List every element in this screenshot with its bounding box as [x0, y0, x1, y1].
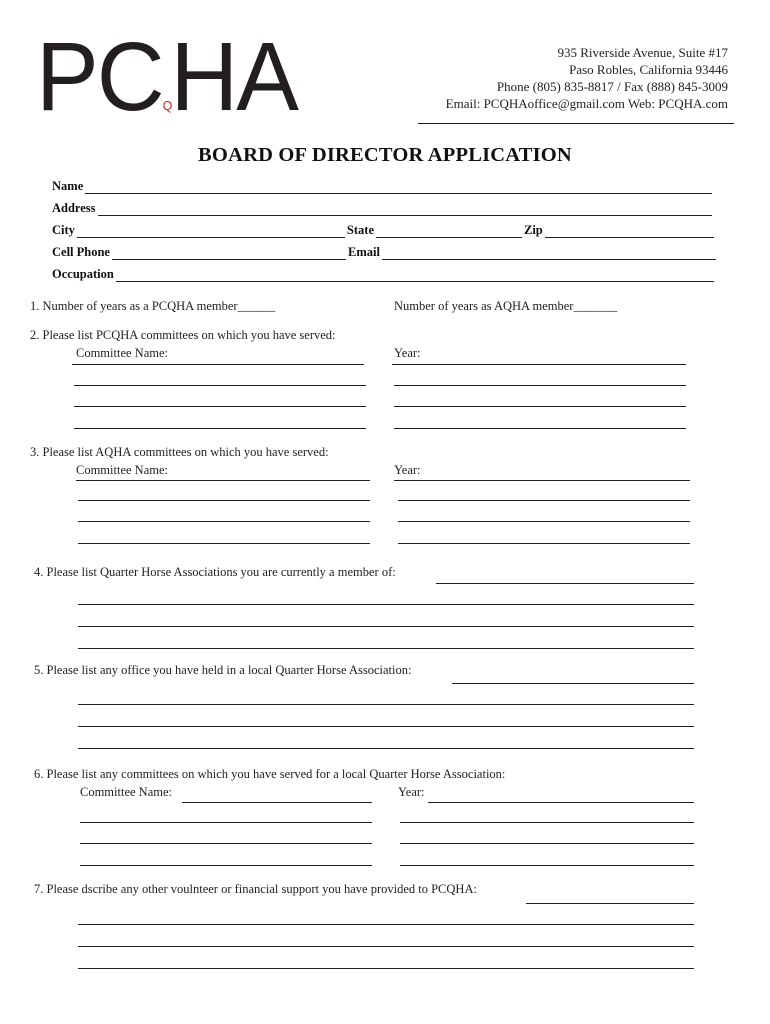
state-field[interactable]: [376, 226, 522, 238]
q2-year-line[interactable]: [394, 385, 686, 386]
header-divider: [418, 123, 734, 124]
q6-committee-name-header: Committee Name:: [80, 785, 172, 799]
logo-suffix: HA: [170, 21, 297, 131]
q4-answer-line[interactable]: [78, 648, 694, 649]
occupation-row: [52, 266, 716, 282]
q7-answer-line[interactable]: [78, 946, 694, 947]
page-title: BOARD OF DIRECTOR APPLICATION: [198, 144, 572, 166]
q2-committee-line[interactable]: [74, 428, 366, 429]
q4-answer-line[interactable]: [78, 626, 694, 627]
question-3: 3. Please list AQHA committees on which you have served:: [30, 445, 329, 459]
q6-committee-line[interactable]: [80, 843, 372, 844]
q2-year-header: Year:: [394, 346, 421, 360]
q6-year-header: Year:: [398, 785, 425, 799]
q4-answer-line[interactable]: [436, 583, 694, 584]
q6-year-line[interactable]: [400, 865, 694, 866]
city-label: City: [52, 223, 75, 237]
cell-phone-label: Cell Phone: [52, 245, 110, 259]
phone-fax-line: Phone (805) 835-8817 / Fax (888) 845-3009: [496, 79, 728, 94]
email-label: Email: [347, 245, 380, 259]
question-4: 4. Please list Quarter Horse Associations you are currently a member of:: [34, 565, 396, 579]
email-field[interactable]: [382, 248, 716, 260]
q2-year-line[interactable]: [392, 364, 686, 365]
name-field[interactable]: [85, 182, 712, 194]
occupation-field[interactable]: [116, 270, 714, 282]
q6-committee-line[interactable]: [182, 802, 372, 803]
logo-q-letter: Q: [162, 98, 171, 114]
q3-year-line[interactable]: [394, 480, 690, 481]
zip-label: Zip: [524, 223, 543, 237]
occupation-label: Occupation: [52, 267, 114, 281]
q3-year-line[interactable]: [398, 543, 690, 544]
state-label: State: [346, 223, 374, 237]
pcqha-logo: [36, 21, 297, 131]
q3-committee-name-header: Committee Name:: [76, 463, 168, 477]
q3-year-line[interactable]: [398, 500, 690, 501]
q2-year-line[interactable]: [394, 428, 686, 429]
q7-answer-line[interactable]: [78, 968, 694, 969]
q3-committee-line[interactable]: [76, 480, 370, 481]
question-7: 7. Please dscribe any other voulnteer or financial support you have provided to PCQHA:: [34, 882, 477, 896]
question-1-pcqha-years: 1. Number of years as a PCQHA member______: [30, 299, 276, 313]
q6-year-line[interactable]: [428, 802, 694, 803]
q6-committee-line[interactable]: [80, 865, 372, 866]
q4-answer-line[interactable]: [78, 604, 694, 605]
q2-year-line[interactable]: [394, 406, 686, 407]
q3-committee-line[interactable]: [78, 500, 370, 501]
address-field[interactable]: [98, 204, 712, 216]
q3-committee-line[interactable]: [78, 543, 370, 544]
city-state-zip-row: [52, 222, 716, 238]
question-6: 6. Please list any committees on which you have served for a local Quarter Horse Association:: [34, 767, 506, 781]
address-row: [52, 200, 714, 216]
q7-answer-line[interactable]: [526, 903, 694, 904]
q6-committee-line[interactable]: [80, 822, 372, 823]
city-field[interactable]: [77, 226, 345, 238]
question-5: 5. Please list any office you have held in a local Quarter Horse Association:: [34, 663, 412, 677]
q2-committee-line[interactable]: [72, 364, 364, 365]
name-label: Name: [52, 179, 84, 193]
email-web-line: Email: PCQHAoffice@gmail.com Web: PCQHA.com: [445, 96, 728, 111]
address-line-2: Paso Robles, California 93446: [569, 62, 728, 77]
q7-answer-line[interactable]: [78, 924, 694, 925]
zip-field[interactable]: [545, 226, 714, 238]
q6-year-line[interactable]: [400, 843, 694, 844]
q3-year-header: Year:: [394, 463, 421, 477]
q2-committee-line[interactable]: [74, 385, 366, 386]
logo-prefix: PC: [36, 21, 163, 131]
q2-committee-line[interactable]: [74, 406, 366, 407]
q5-answer-line[interactable]: [452, 683, 694, 684]
q5-answer-line[interactable]: [78, 726, 694, 727]
phone-email-row: [52, 244, 718, 260]
q3-year-line[interactable]: [398, 521, 690, 522]
address-line-1: 935 Riverside Avenue, Suite #17: [557, 45, 728, 60]
name-row: [52, 178, 714, 194]
cell-phone-field[interactable]: [112, 248, 346, 260]
q5-answer-line[interactable]: [78, 748, 694, 749]
contact-block: [368, 44, 728, 112]
q5-answer-line[interactable]: [78, 704, 694, 705]
address-label: Address: [52, 201, 96, 215]
q2-committee-name-header: Committee Name:: [76, 346, 168, 360]
question-1-aqha-years: Number of years as AQHA member_______: [394, 299, 618, 313]
q6-year-line[interactable]: [400, 822, 694, 823]
q3-committee-line[interactable]: [78, 521, 370, 522]
question-2: 2. Please list PCQHA committees on which you have served:: [30, 328, 336, 342]
